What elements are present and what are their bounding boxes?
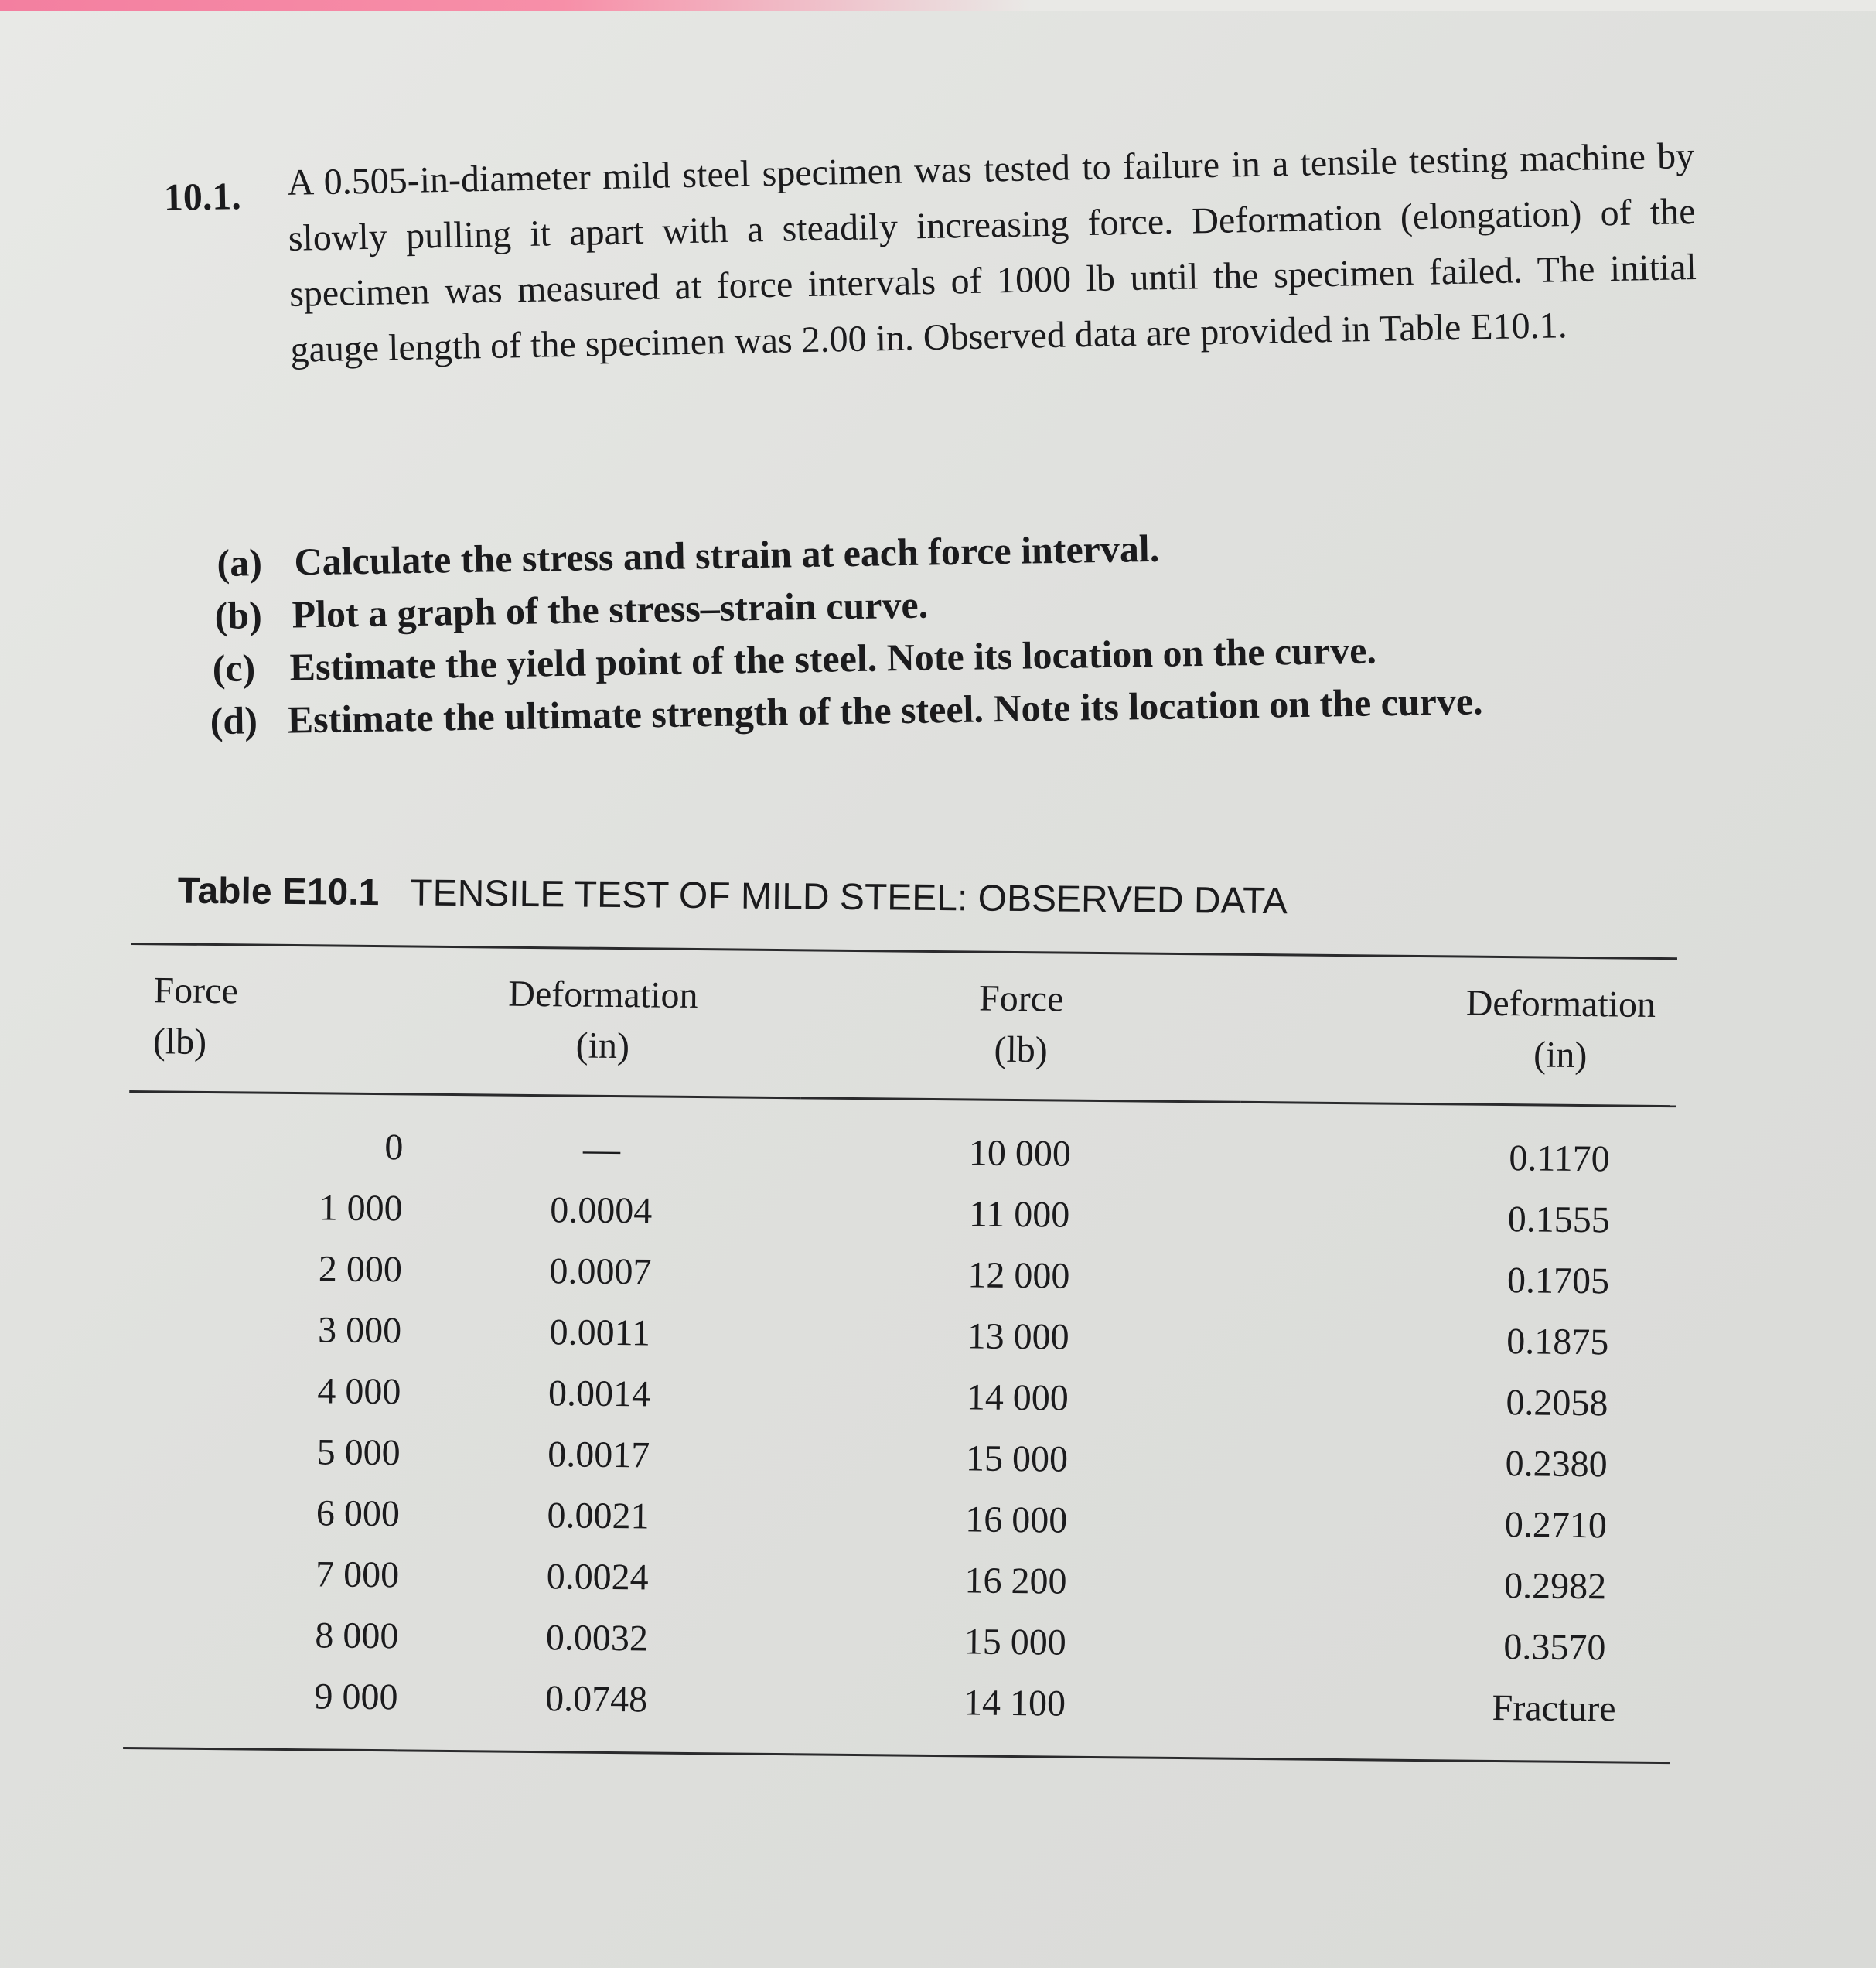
table-header-row [129,945,1677,1107]
force-cell: 8 000 [315,1615,399,1657]
part-text: Calculate the stress and strain at each force interval. [294,526,1160,584]
table-row [123,1664,1670,1763]
header-deformation-1 [404,947,802,1097]
force-cell: 14 000 [966,1376,1069,1419]
part-letter: (a) [217,541,263,585]
force-cell: 1 000 [319,1187,403,1230]
textbook-page [0,11,1876,1968]
force-cell: 2 000 [318,1248,403,1291]
header-unit: (lb) [994,1028,1049,1071]
deformation-cell: 0.0007 [549,1250,652,1293]
header-force-1 [129,945,405,1094]
force-cell: 16 000 [965,1499,1068,1541]
force-cell: 7 000 [315,1554,400,1596]
page-edge [0,0,1876,11]
header-name: Force [153,970,239,1012]
header-deformation-2 [1240,956,1677,1107]
deformation-cell: 0.2380 [1505,1443,1608,1485]
deformation-cell: 0.0011 [549,1311,651,1354]
deformation-cell: 0.1705 [1506,1260,1610,1302]
deformation-cell: — [582,1128,621,1171]
deformation-cell: 0.0017 [547,1434,650,1476]
deformation-cell: 0.0748 [544,1678,648,1721]
deformation-cell: 0.1170 [1509,1137,1610,1180]
deformation-cell: 0.0024 [546,1556,649,1598]
table-row [128,1091,1676,1190]
data-table-block [123,869,1724,1765]
problem-statement [162,97,1709,370]
deformation-cell: 0.3570 [1503,1626,1606,1669]
problem-parts-list [210,514,1658,747]
force-cell: 6 000 [316,1492,401,1535]
force-cell: 4 000 [317,1370,401,1413]
table-caption [177,870,1724,927]
deformation-cell: Fracture [1492,1687,1616,1730]
force-cell: 13 000 [967,1315,1069,1358]
force-cell: 15 000 [964,1621,1067,1663]
deformation-cell: 0.1875 [1506,1321,1609,1363]
table-label: Table E10.1 [177,870,380,914]
deformation-cell: 0.2058 [1506,1382,1608,1424]
force-cell: 10 000 [968,1132,1072,1175]
header-unit: (in) [1533,1034,1588,1076]
force-cell: 5 000 [316,1431,401,1474]
deformation-cell: 0.0032 [545,1617,649,1659]
part-letter: (c) [212,646,256,691]
force-cell: 14 100 [963,1682,1066,1724]
part-letter: (d) [210,698,258,743]
force-cell: 0 [384,1127,404,1168]
header-force-2 [800,951,1241,1102]
header-name: Deformation [1465,982,1656,1025]
problem-text: A 0.505-in-diameter mild steel specimen was tested to failure in a tensile testing machine by slowly pulling it apart with a steadily increasing force. Deformation (elongation) of the specimen was measured at force intervals of 1000 lb until the specimen failed. The initial gauge length of the specimen was 2.00 in. Observed data are provided in Table E10.1. [286,135,1697,370]
force-cell: 12 000 [967,1254,1070,1297]
deformation-cell: 0.2710 [1504,1504,1608,1547]
deformation-cell: 0.2982 [1503,1565,1607,1608]
force-cell: 11 000 [968,1193,1070,1236]
force-cell: 15 000 [965,1438,1069,1480]
deformation-cell: 0.0021 [547,1495,650,1537]
force-cell: 16 200 [964,1560,1067,1602]
deformation-cell: 0.0014 [547,1373,651,1415]
header-unit: (in) [575,1025,630,1067]
part-text: Estimate the yield point of the steel. Note its location on the curve. [289,628,1377,689]
deformation-cell: 0.0004 [550,1189,653,1232]
deformation-cell: 0.1555 [1507,1199,1610,1241]
table-title: TENSILE TEST OF MILD STEEL: OBSERVED DATA [410,872,1288,923]
observed-data-table [123,945,1677,1764]
problem-number: 10.1. [163,174,242,219]
header-name: Force [978,977,1064,1020]
part-text: Estimate the ultimate strength of the steel. Note its location on the curve. [287,679,1483,742]
header-name: Deformation [508,973,698,1017]
part-letter: (b) [214,593,263,638]
force-cell: 9 000 [314,1676,398,1718]
header-unit: (lb) [152,1021,207,1062]
part-text: Plot a graph of the stress–strain curve. [292,582,929,636]
force-cell: 3 000 [317,1309,402,1352]
